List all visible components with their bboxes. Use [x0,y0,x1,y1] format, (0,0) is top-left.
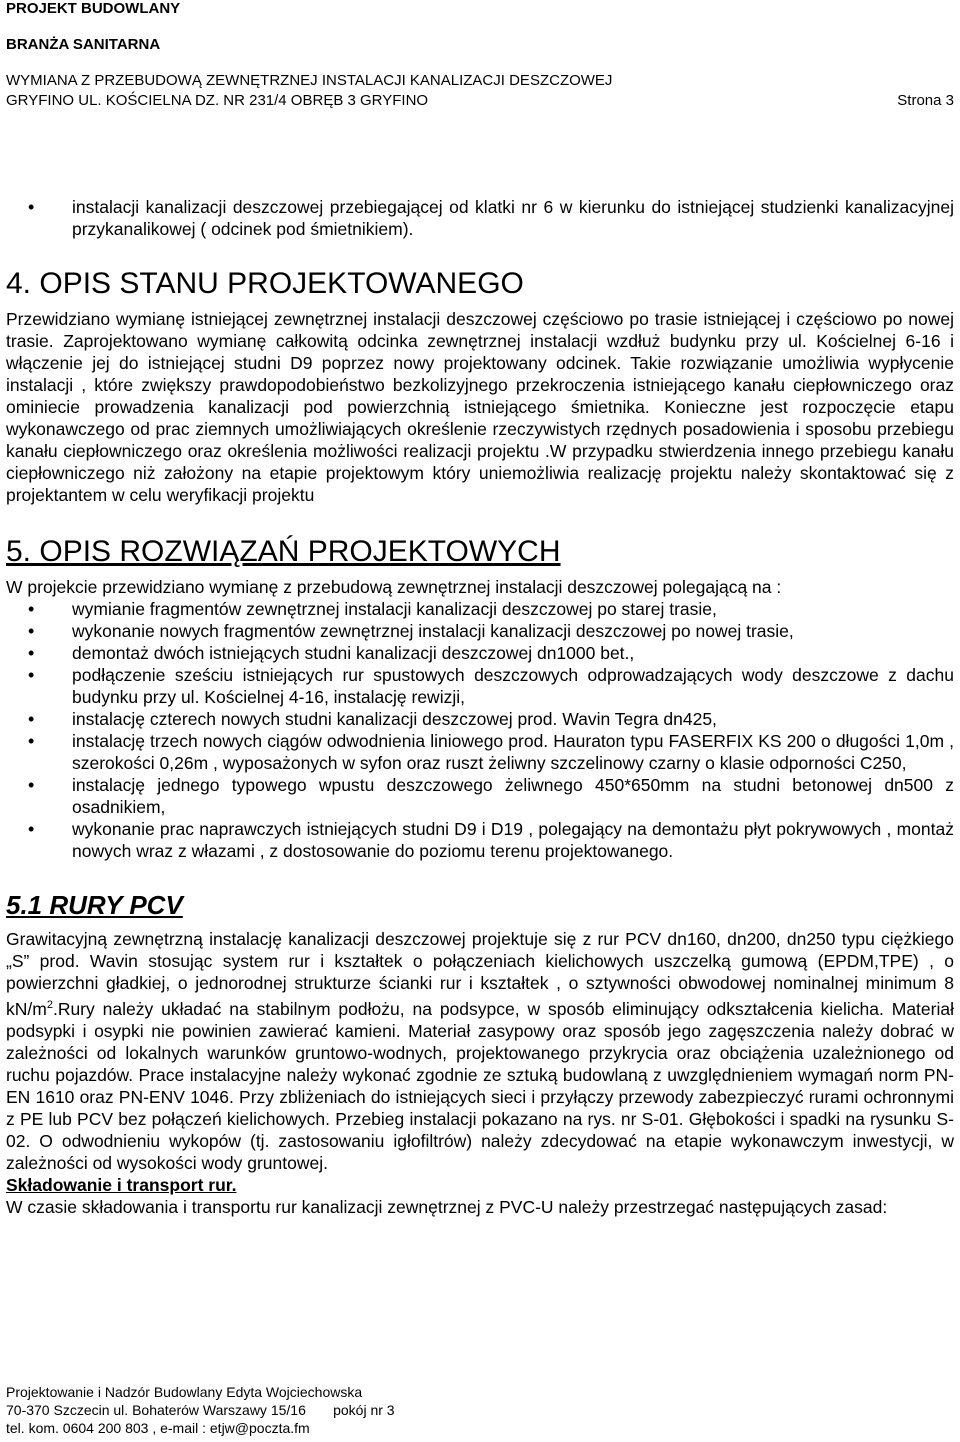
doc-header-line2: GRYFINO UL. KOŚCIELNA DZ. NR 231/4 OBRĘB 3 GRYFINO [6,92,429,109]
section-5-list [6,598,954,862]
document-body [6,196,954,1218]
doc-header-branch: BRANŻA SANITARNA [6,36,161,53]
section-5-1-heading: 5.1 RURY PCV [6,890,183,920]
list-item: • instalację jednego typowego wpustu deszczowego żeliwnego 450*650mm na studni betonowej dn500 z osadnikiem, [6,774,954,818]
section-4-text: Przewidziano wymianę istniejącej zewnętrznej instalacji deszczowej częściowo po trasie istniejącej i częściowo po nowej trasie. Zaprojektowano wymianę całkowitą odcinka zewnętrznej instalacji wzdłuż budynku przy ul. Kościelnej 6-16 i włączenie jej do istniejącej studni D9 poprzez nowy projektowany odcinek. Takie rozwiązanie umożliwia wypłycenie instalacji , które zwiększy prawdopodobieństwo bezkolizyjnego przekroczenia istniejącego kanału ciepłowniczego oraz ominiecie prowadzenia kanalizacji pod powierzchnią istniejącego śmietnika. Konieczne jest rozpoczęcie etapu wykonawczego od prac ziemnych umożliwiających określenie rzeczywistych rzędnych posadowienia i sposobu przebiegu kanału ciepłowniczego oraz określenia możliwości realizacji projektu .W przypadku stwierdzenia innego przebiegu kanału ciepłowniczego niż założony na etapie projektowym który uniemożliwia realizację projektu należy skontaktować się z projektantem w celu weryfikacji projektu [6,309,954,505]
section-5-1-text-b: .Rury należy układać na stabilnym podłożu, na podsypce, w sposób eliminujący odkształcenia kielicha. Materiał podsypki i osypki nie powinien zawierać kamieni. Materiał zasypowy oraz sposób jego zagęszczenia należy dobrać w zależności od lokalnych warunków gruntowo-wodnych, projektowanego przykrycia oraz obciążenia uzależnionego od ruchu pojazdów. Prace instalacyjne należy wykonać zgodnie ze sztuką budowlaną z uwzględnieniem wymagań norm PN-EN 1610 oraz PN-ENV 1046. Przy zbliżeniach do istniejących sieci i przyłączy przewody zabezpieczyć rurami ochronnymi z PE lub PCV bez połączeń kielichowych. Przebieg instalacji pokazano na rys. nr S-01. Głębokości i spadki na rysunku S-02. O odwodnieniu wykopów (tj. zastosowaniu igłofiltrów) należy zdecydować na etapie wykonawczym inwestycji, w zależności od wysokości wody gruntowej. [6,998,954,1173]
page-number: Strona 3 [897,92,954,109]
list-item: • demontaż dwóch istniejących studni kanalizacji deszczowej dn1000 bet., [6,642,954,664]
list-item: • instalacji kanalizacji deszczowej przebiegającej od klatki nr 6 w kierunku do istniejącej studzienki kanalizacyjnej przykanalikowej ( odcinek pod śmietnikiem). [6,196,954,240]
storage-text: W czasie składowania i transportu rur kanalizacji zewnętrznej z PVC-U należy przestrzegać następujących zasad: [6,1196,888,1217]
list-item: • instalację czterech nowych studni kanalizacji deszczowej prod. Wavin Tegra dn425, [6,708,954,730]
section-5-1-text [6,928,954,1174]
section-5-intro: W projekcie przewidziano wymianę z przebudową zewnętrznej instalacji deszczowej polegającą na : [6,577,782,597]
storage-heading: Składowanie i transport rur. [6,1174,237,1195]
footer-line2: 70-370 Szczecin ul. Bohaterów Warszawy 15/16 pokój nr 3 [6,1402,395,1418]
list-item: • instalację trzech nowych ciągów odwodnienia liniowego prod. Hauraton typu FASERFIX KS 200 o długości 1,0m , szerokości 0,26m , wyposażonych w syfon oraz ruszt żeliwny szczelinowy czarny o klasie odporności C250, [6,730,954,774]
section-5-1-text-a: Grawitacyjną zewnętrzną instalację kanalizacji deszczowej projektuje się z rur PCV dn160, dn200, dn250 typu ciężkiego „S” prod. Wavin stosując system rur i kształtek o połączeniach kielichowych uszczelką gumową (EPDM,TPE) , o powierzchni gładkiej, o jednorodnej strukturze ścianki rur i kształtek , o sztywności obwodowej nominalnej minimum 8 kN/m [6,929,954,1019]
list-item: • wykonanie prac naprawczych istniejących studni D9 i D19 , polegający na demontażu płyt pokrywowych , montaż nowych wraz z włazami , z dostosowanie do poziomu terenu projektowanego. [6,818,954,862]
section-4-heading: 4. OPIS STANU PROJEKTOWANEGO [6,267,524,300]
superscript: 2 [46,999,53,1011]
doc-footer [6,1383,395,1437]
section-5-heading: 5. OPIS ROZWIĄZAŃ PROJEKTOWYCH [6,535,561,568]
list-item: • wykonanie nowych fragmentów zewnętrznej instalacji kanalizacji deszczowej po nowej trasie, [6,620,954,642]
intro-bullet-list [6,196,954,240]
doc-header-title: PROJEKT BUDOWLANY [6,0,181,17]
doc-header-line1: WYMIANA Z PRZEBUDOWĄ ZEWNĘTRZNEJ INSTALACJI KANALIZACJI DESZCZOWEJ [6,72,613,89]
footer-line1: Projektowanie i Nadzór Budowlany Edyta Wojciechowska [6,1384,363,1400]
list-item: • wymianie fragmentów zewnętrznej instalacji kanalizacji deszczowej po starej trasie, [6,598,954,620]
list-item: • podłączenie sześciu istniejących rur spustowych deszczowych odprowadzających wody deszczowe z dachu budynku przy ul. Kościelnej 4-16, instalację rewizji, [6,664,954,708]
footer-line3: tel. kom. 0604 200 803 , e-mail : etjw@poczta.fm [6,1420,310,1436]
